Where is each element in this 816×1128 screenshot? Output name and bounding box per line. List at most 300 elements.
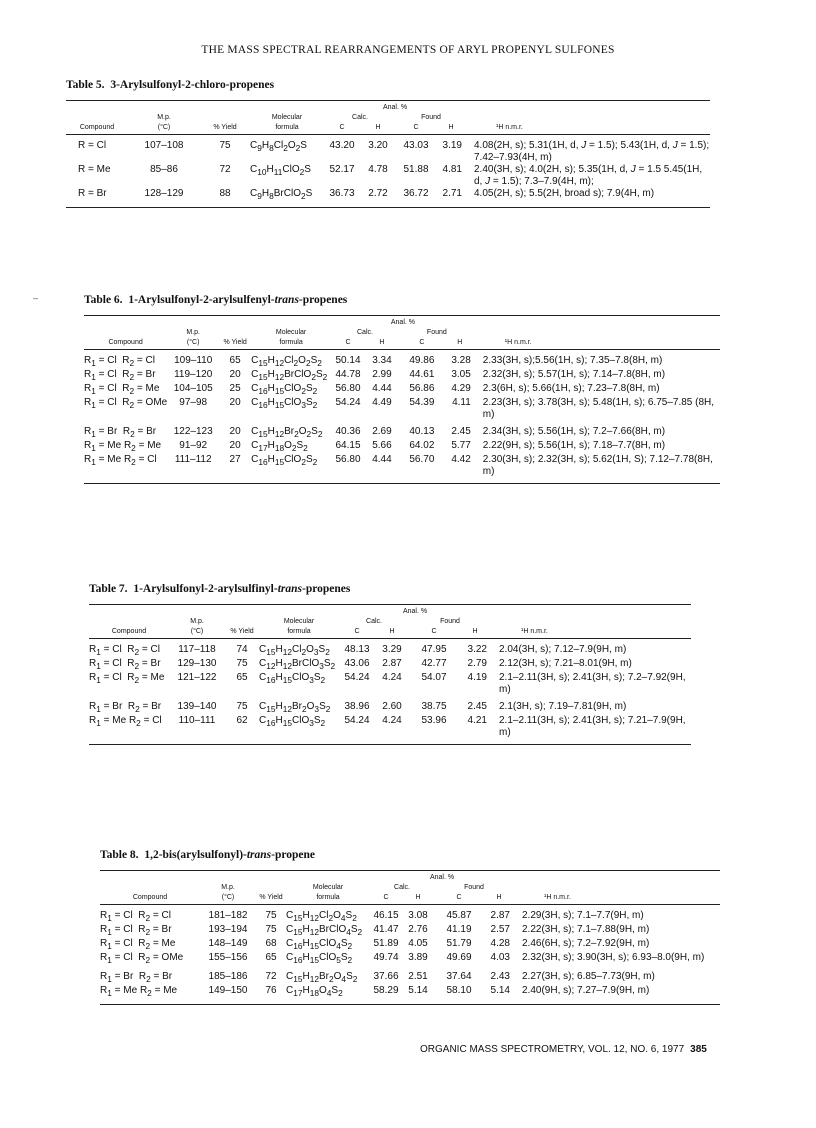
mp-cell: 110–111 [178, 715, 216, 726]
calc-c-cell: 48.13 [344, 644, 370, 655]
table-title: 3-Arylsulfonyl-2-chloro-propenes [110, 79, 275, 91]
calc-c-cell: 40.36 [335, 426, 361, 437]
found-h-cell: 2.57 [490, 924, 510, 935]
calc-h-cell: 2.72 [368, 188, 388, 199]
table-row [84, 397, 720, 421]
nmr-cell: 2.1(3H, s); 7.19–7.81(9H, m) [499, 701, 627, 712]
table-row [84, 454, 720, 478]
calc-h-cell: 2.60 [382, 701, 402, 712]
table-6 [84, 294, 720, 484]
compound-header: Compound [132, 894, 168, 901]
yield-cell: 75 [219, 140, 231, 151]
stray-mark: – [33, 293, 39, 303]
molecular-header: Molecular [271, 114, 303, 121]
h-header: H [496, 894, 502, 901]
table-caption [89, 583, 691, 595]
calc-h-cell: 3.89 [408, 952, 428, 963]
mp-cell: 122–123 [173, 426, 213, 437]
found-h-cell: 2.45 [451, 426, 471, 437]
anal-header: Anal. % [382, 104, 408, 111]
formula-cell: $C_{12}H_{12}BrClO_3S_2$ [259, 658, 336, 671]
calc-h-cell: 4.24 [382, 672, 402, 683]
nmr-cell: 2.22(3H, s); 7.1–7.88(9H, m) [522, 924, 650, 935]
table-7 [89, 583, 691, 745]
found-h-cell: 2.79 [467, 658, 487, 669]
compound-cell: $R_1 = Cl$ $R_2 = Cl$ [100, 910, 171, 923]
calc-c-cell: 56.80 [335, 383, 361, 394]
compound-cell: $R_1 = Me$ $R_2 = Cl$ [89, 715, 162, 728]
calc-h-cell: 3.08 [408, 910, 428, 921]
c-header: C [345, 339, 351, 346]
mp-cell: 109–110 [174, 355, 213, 366]
calc-c-cell: 54.24 [344, 672, 370, 683]
compound-cell: R = Cl [78, 140, 107, 151]
calc-c-cell: 46.15 [373, 910, 399, 921]
calc-h-cell: 2.87 [382, 658, 402, 669]
c-header: C [456, 894, 462, 901]
formula-cell: $C_{17}H_{18}O_2S_2$ [251, 440, 308, 453]
molecular-header: Molecular [283, 618, 315, 625]
h-header: H [415, 894, 421, 901]
formula-cell: $C_9H_8BrClO_2S$ [250, 188, 313, 201]
table-row [89, 644, 691, 658]
found-c-cell: 38.75 [421, 701, 447, 712]
page-number: 385 [690, 1044, 707, 1055]
found-c-cell: 56.86 [409, 383, 435, 394]
compound-cell: $R_1 = Cl$ $R_2 = Br$ [100, 924, 172, 937]
table-row [100, 938, 720, 952]
found-c-cell: 36.72 [403, 188, 429, 199]
nmr-cell: 2.29(3H, s); 7.1–7.7(9H, m) [522, 910, 644, 921]
formula-cell: $C_{15}H_{12}BrClO_2S_2$ [251, 369, 328, 382]
calc-c-cell: 54.24 [335, 397, 361, 408]
nmr-cell: 2.32(3H, s); 5.57(1H, s); 7.14–7.8(8H, m) [482, 369, 666, 380]
nmr-cell: 2.40(9H, s); 7.27–7.9(9H, m) [522, 985, 650, 996]
mp-cell: 193–194 [208, 924, 248, 935]
found-h-cell: 4.29 [451, 383, 471, 394]
found-h-cell: 4.19 [467, 672, 487, 683]
calc-header: Calc. [352, 114, 368, 121]
mp2-header: (°C) [190, 628, 204, 635]
mp-header: M.p. [221, 884, 235, 891]
yield-cell: 75 [265, 924, 277, 935]
found-h-cell: 4.03 [490, 952, 510, 963]
molecular-header: Molecular [312, 884, 344, 891]
yield-cell: 20 [229, 426, 241, 437]
mp-cell: 119–120 [174, 369, 213, 380]
found-h-cell: 2.87 [490, 910, 510, 921]
nmr-cell: 2.23(3H, s); 3.78(3H, s); 5.48(1H, s); 6.75–7.85 (8H, m) [482, 397, 715, 420]
mp-cell: 185–186 [208, 971, 248, 982]
h-header: H [375, 124, 381, 131]
calc-h-cell: 5.14 [408, 985, 428, 996]
formula-cell: $C_{17}H_{18}O_4S_2$ [286, 985, 343, 998]
table-row [100, 985, 720, 999]
table-row [84, 440, 720, 454]
calc-h-cell: 2.99 [372, 369, 392, 380]
calc-c-cell: 52.17 [329, 164, 355, 175]
found-h-cell: 4.21 [467, 715, 487, 726]
calc-header: Calc. [394, 884, 410, 891]
compound-cell: $R_1 = Me$ $R_2 = Me$ [100, 985, 178, 998]
found-header: Found [421, 114, 441, 121]
found-c-cell: 49.69 [446, 952, 472, 963]
calc-c-cell: 58.29 [373, 985, 399, 996]
found-h-cell: 3.19 [442, 140, 462, 151]
mp-cell: 139–140 [177, 701, 217, 712]
table-row [100, 952, 720, 966]
nmr-header: ¹H n.m.r. [504, 339, 532, 346]
h-header: H [379, 339, 385, 346]
found-h-cell: 5.77 [451, 440, 471, 451]
running-head: THE MASS SPECTRAL REARRANGEMENTS OF ARYL PROPENYL SULFONES [201, 44, 615, 56]
mp-cell: 111–112 [174, 454, 212, 465]
compound-cell: $R_1 = Me$ $R_2 = Me$ [84, 440, 162, 453]
compound-cell: $R_1 = Cl$ $R_2 = Br$ [89, 658, 161, 671]
found-h-cell: 3.28 [451, 355, 471, 366]
h-header: H [472, 628, 478, 635]
compound-header: Compound [111, 628, 147, 635]
table-row [100, 924, 720, 938]
table-title: 1,2-bis(arylsulfonyl)- [144, 849, 247, 861]
yield-cell: 68 [265, 938, 277, 949]
found-h-cell: 4.42 [451, 454, 471, 465]
bottom-rule [100, 1004, 720, 1005]
calc-h-cell: 3.34 [372, 355, 392, 366]
found-c-cell: 49.86 [409, 355, 435, 366]
compound-cell: $R_1 = Cl$ $R_2 = Me$ [89, 672, 165, 685]
table-row [84, 355, 720, 369]
mp-cell: 148–149 [208, 938, 248, 949]
found-c-cell: 41.19 [446, 924, 472, 935]
calc-h-cell: 3.20 [368, 140, 388, 151]
nmr-cell: 4.08(2H, s); 5.31(1H, d, J = 1.5); 5.43(1H, d, J = 1.5); 7.42–7.93(4H, m) [474, 140, 710, 163]
found-h-cell: 3.22 [467, 644, 487, 655]
nmr-cell: 2.32(3H, s); 3.90(3H, s); 6.93–8.0(9H, m) [522, 952, 705, 963]
calc-c-cell: 54.24 [344, 715, 370, 726]
found-c-cell: 58.10 [446, 985, 472, 996]
calc-header: Calc. [366, 618, 382, 625]
calc-c-cell: 37.66 [373, 971, 399, 982]
nmr-header: ¹H n.m.r. [544, 894, 571, 901]
mp2-header: (°C) [186, 339, 200, 346]
found-c-cell: 37.64 [446, 971, 472, 982]
nmr-cell: 2.04(3H, s); 7.12–7.9(9H, m) [499, 644, 627, 655]
yield-cell: 75 [236, 658, 248, 669]
formula-header: formula [316, 894, 340, 901]
formula-cell: $C_{15}H_{12}BrClO_4S_2$ [286, 924, 363, 937]
table-row [100, 910, 720, 924]
found-c-cell: 47.95 [421, 644, 447, 655]
table-row [84, 383, 720, 397]
found-c-cell: 42.77 [421, 658, 447, 669]
yield-cell: 75 [265, 910, 277, 921]
formula-cell: $C_{10}H_{11}ClO_2S$ [250, 164, 311, 177]
table-row [66, 140, 710, 164]
table-title: 1-Arylsulfonyl-2-arylsulfinyl- [133, 583, 278, 595]
found-h-cell: 3.05 [451, 369, 471, 380]
table-8 [100, 849, 720, 1005]
nmr-cell: 2.1–2.11(3H, s); 2.41(3H, s); 7.2–7.92(9H, m) [499, 672, 686, 695]
mp-cell: 107–108 [144, 140, 184, 151]
table-row [84, 426, 720, 440]
table-title-italic: trans [274, 294, 299, 306]
bottom-rule [66, 207, 710, 208]
compound-header: Compound [79, 124, 115, 131]
table-number: Table 5. [66, 79, 111, 91]
calc-h-cell: 5.66 [372, 440, 392, 451]
calc-c-cell: 41.47 [373, 924, 399, 935]
calc-c-cell: 43.06 [344, 658, 370, 669]
mp2-header: (°C) [157, 124, 171, 131]
formula-header: formula [279, 339, 303, 346]
calc-h-cell: 2.51 [408, 971, 428, 982]
mp-cell: 85–86 [150, 164, 178, 175]
anal-header: Anal. % [390, 319, 415, 326]
calc-header: Calc. [357, 329, 373, 336]
calc-c-cell: 56.80 [335, 454, 361, 465]
found-c-cell: 44.61 [409, 369, 435, 380]
compound-cell: $R_1 = Cl$ $R_2 = Br$ [84, 369, 156, 382]
table-caption [100, 849, 720, 861]
formula-header: formula [287, 628, 311, 635]
yield-cell: 65 [265, 952, 277, 963]
yield-cell: 75 [236, 701, 248, 712]
yield-header: % Yield [259, 894, 283, 901]
found-c-cell: 45.87 [446, 910, 472, 921]
nmr-cell: 2.27(3H, s); 6.85–7.73(9H, m) [522, 971, 655, 982]
nmr-cell: 2.34(3H, s); 5.56(1H, s); 7.2–7.66(8H, m) [482, 426, 666, 437]
found-h-cell: 2.71 [442, 188, 462, 199]
calc-h-cell: 4.49 [372, 397, 392, 408]
yield-cell: 65 [236, 672, 248, 683]
yield-cell: 20 [229, 440, 241, 451]
mp-cell: 155–156 [208, 952, 248, 963]
calc-h-cell: 2.69 [372, 426, 392, 437]
table-row [89, 715, 691, 739]
found-c-cell: 53.96 [421, 715, 447, 726]
mp-cell: 121–122 [177, 672, 217, 683]
table-title-suffix: -propenes [302, 583, 351, 595]
found-header: Found [440, 618, 460, 625]
compound-cell: $R_1 = Cl$ $R_2 = Me$ [100, 938, 176, 951]
yield-cell: 74 [236, 644, 248, 655]
found-c-cell: 54.07 [421, 672, 447, 683]
bottom-rule [84, 483, 720, 484]
table-title-italic: trans [277, 583, 302, 595]
mp-cell: 149–150 [208, 985, 248, 996]
mp-cell: 128–129 [144, 188, 184, 199]
calc-c-cell: 50.14 [335, 355, 361, 366]
h-header: H [389, 628, 395, 635]
formula-cell: $C_{15}H_{12}Cl_2O_2S_2$ [251, 355, 322, 368]
c-header: C [419, 339, 425, 346]
table-row [100, 971, 720, 985]
journal-citation: ORGANIC MASS SPECTROMETRY, VOL. 12, NO. 6, 1977 [420, 1044, 685, 1055]
yield-cell: 20 [229, 369, 241, 380]
mp-header: M.p. [190, 618, 204, 625]
mp-header: M.p. [157, 114, 171, 121]
table-caption [66, 79, 710, 91]
formula-header: formula [275, 124, 299, 131]
c-header: C [339, 124, 345, 131]
yield-header: % Yield [230, 628, 254, 635]
table-caption [84, 294, 720, 306]
calc-c-cell: 51.89 [373, 938, 399, 949]
nmr-cell: 2.33(3H, s);5.56(1H, s); 7.35–7.8(8H, m) [482, 355, 663, 366]
mp-cell: 104–105 [173, 383, 213, 394]
found-h-cell: 5.14 [490, 985, 510, 996]
table-row [89, 672, 691, 696]
formula-cell: $C_{16}H_{15}ClO_3S_2$ [251, 397, 318, 410]
found-c-cell: 51.88 [403, 164, 429, 175]
calc-h-cell: 4.78 [368, 164, 388, 175]
compound-cell: $R_1 = Br$ $R_2 = Br$ [84, 426, 157, 439]
found-h-cell: 2.43 [490, 971, 510, 982]
found-c-cell: 64.02 [409, 440, 435, 451]
compound-cell: $R_1 = Cl$ $R_2 = Me$ [84, 383, 160, 396]
found-header: Found [464, 884, 484, 891]
found-h-cell: 4.81 [442, 164, 462, 175]
calc-c-cell: 36.73 [329, 188, 355, 199]
mp-header: M.p. [186, 329, 200, 336]
calc-c-cell: 64.15 [335, 440, 361, 451]
h-header: H [448, 124, 454, 131]
formula-cell: $C_9H_8Cl_2O_2S$ [250, 140, 307, 153]
table-title-suffix: -propene [271, 849, 316, 861]
compound-cell: $R_1 = Br$ $R_2 = Br$ [89, 701, 162, 714]
found-header: Found [426, 329, 447, 336]
table-row [84, 369, 720, 383]
formula-cell: $C_{16}H_{15}ClO_3S_2$ [259, 672, 326, 685]
compound-header: Compound [108, 339, 143, 346]
formula-cell: $C_{15}H_{12}Br_2O_4S_2$ [286, 971, 358, 984]
formula-cell: $C_{15}H_{12}Br_2O_2S_2$ [251, 426, 323, 439]
nmr-header: ¹H n.m.r. [496, 124, 523, 131]
c-header: C [383, 894, 389, 901]
data-table [100, 871, 720, 1004]
compound-cell: $R_1 = Me$ $R_2 = Cl$ [84, 454, 157, 467]
table-row [66, 188, 710, 202]
table-title-italic: trans [246, 849, 272, 861]
yield-cell: 27 [229, 454, 241, 465]
yield-cell: 76 [265, 985, 277, 996]
table-number: Table 7. [89, 583, 134, 595]
table-number: Table 8. [100, 849, 145, 861]
found-h-cell: 4.11 [452, 397, 471, 408]
mp-cell: 117–118 [178, 644, 216, 655]
nmr-cell: 2.40(3H, s); 4.0(2H, s); 5.35(1H, d, J = 1.5 5.45(1H, d, J = 1.5); 7.3–7.9(4H, m); [474, 164, 703, 187]
nmr-cell: 2.12(3H, s); 7.21–8.01(9H, m) [499, 658, 632, 669]
yield-cell: 65 [229, 355, 241, 366]
compound-cell: $R_1 = Cl$ $R_2$ = OMe [84, 397, 168, 410]
found-c-cell: 56.70 [409, 454, 435, 465]
yield-header: % Yield [223, 339, 247, 346]
formula-cell: $C_{16}H_{15}ClO_3S_2$ [259, 715, 326, 728]
found-c-cell: 54.39 [409, 397, 435, 408]
yield-cell: 62 [236, 715, 248, 726]
formula-cell: $C_{16}H_{15}ClO_2S_2$ [251, 383, 318, 396]
c-header: C [354, 628, 360, 635]
yield-cell: 72 [265, 971, 277, 982]
footer [420, 1044, 707, 1055]
compound-cell: $R_1 = Br$ $R_2 = Br$ [100, 971, 173, 984]
nmr-cell: 2.1–2.11(3H, s); 2.41(3H, s); 7.21–7.9(9H, m) [499, 715, 686, 738]
calc-h-cell: 4.44 [372, 383, 392, 394]
compound-cell: R = Br [78, 188, 107, 199]
c-header: C [413, 124, 419, 131]
data-table [89, 605, 691, 744]
table-number: Table 6. [84, 294, 129, 306]
nmr-cell: 2.46(6H, s); 7.2–7.92(9H, m) [522, 938, 650, 949]
mp-cell: 181–182 [208, 910, 248, 921]
calc-c-cell: 38.96 [344, 701, 370, 712]
c-header: C [431, 628, 437, 635]
data-table [84, 316, 720, 483]
compound-cell: R = Me [78, 164, 111, 175]
table-row [66, 164, 710, 188]
table-row [89, 658, 691, 672]
found-c-cell: 43.03 [403, 140, 429, 151]
calc-c-cell: 43.20 [329, 140, 355, 151]
yield-header: % Yield [213, 124, 237, 131]
yield-cell: 72 [219, 164, 231, 175]
table-title: 1-Arylsulfonyl-2-arylsulfenyl- [128, 294, 275, 306]
found-c-cell: 51.79 [446, 938, 472, 949]
found-c-cell: 40.13 [409, 426, 435, 437]
h-header: H [457, 339, 463, 346]
anal-header: Anal. % [429, 874, 455, 881]
bottom-rule [89, 744, 691, 745]
formula-cell: $C_{16}H_{15}ClO_4S_2$ [286, 938, 353, 951]
yield-cell: 20 [229, 397, 241, 408]
calc-h-cell: 4.24 [382, 715, 402, 726]
mp-cell: 91–92 [179, 440, 208, 451]
compound-cell: $R_1 = Cl$ $R_2 = Cl$ [89, 644, 160, 657]
mp2-header: (°C) [221, 894, 235, 901]
formula-cell: $C_{15}H_{12}Cl_2O_3S_2$ [259, 644, 330, 657]
found-h-cell: 4.28 [490, 938, 510, 949]
found-h-cell: 2.45 [467, 701, 487, 712]
formula-cell: $C_{15}H_{12}Br_2O_3S_2$ [259, 701, 331, 714]
table-title-suffix: -propenes [298, 294, 348, 306]
anal-header: Anal. % [402, 608, 428, 615]
mp-cell: 97–98 [179, 397, 208, 408]
calc-h-cell: 4.44 [372, 454, 392, 465]
nmr-cell: 2.3(6H, s); 5.66(1H, s); 7.23–7.8(8H, m) [482, 383, 660, 394]
yield-cell: 88 [219, 188, 231, 199]
nmr-cell: 2.30(3H, s); 2.32(3H, s); 5.62(1H, S); 7.12–7.78(8H, m) [482, 454, 713, 477]
calc-h-cell: 2.76 [408, 924, 428, 935]
calc-h-cell: 3.29 [382, 644, 402, 655]
formula-cell: $C_{15}H_{12}Cl_2O_4S_2$ [286, 910, 357, 923]
nmr-cell: 2.22(9H, s); 5.56(1H, s); 7.18–7.7(8H, m) [482, 440, 666, 451]
formula-cell: $C_{16}H_{15}ClO_2S_2$ [251, 454, 318, 467]
data-table [66, 101, 710, 207]
calc-c-cell: 44.78 [335, 369, 361, 380]
nmr-cell: 4.05(2H, s); 5.5(2H, broad s); 7.9(4H, m) [474, 188, 655, 199]
compound-cell: $R_1 = Cl$ $R_2$ = OMe [100, 952, 184, 965]
yield-cell: 25 [229, 383, 241, 394]
compound-cell: $R_1 = Cl$ $R_2 = Cl$ [84, 355, 155, 368]
calc-c-cell: 49.74 [373, 952, 399, 963]
mp-cell: 129–130 [177, 658, 217, 669]
formula-cell: $C_{16}H_{15}ClO_5S_2$ [286, 952, 353, 965]
molecular-header: Molecular [275, 329, 307, 336]
nmr-header: ¹H n.m.r. [521, 628, 548, 635]
calc-h-cell: 4.05 [408, 938, 428, 949]
table-row [89, 701, 691, 715]
